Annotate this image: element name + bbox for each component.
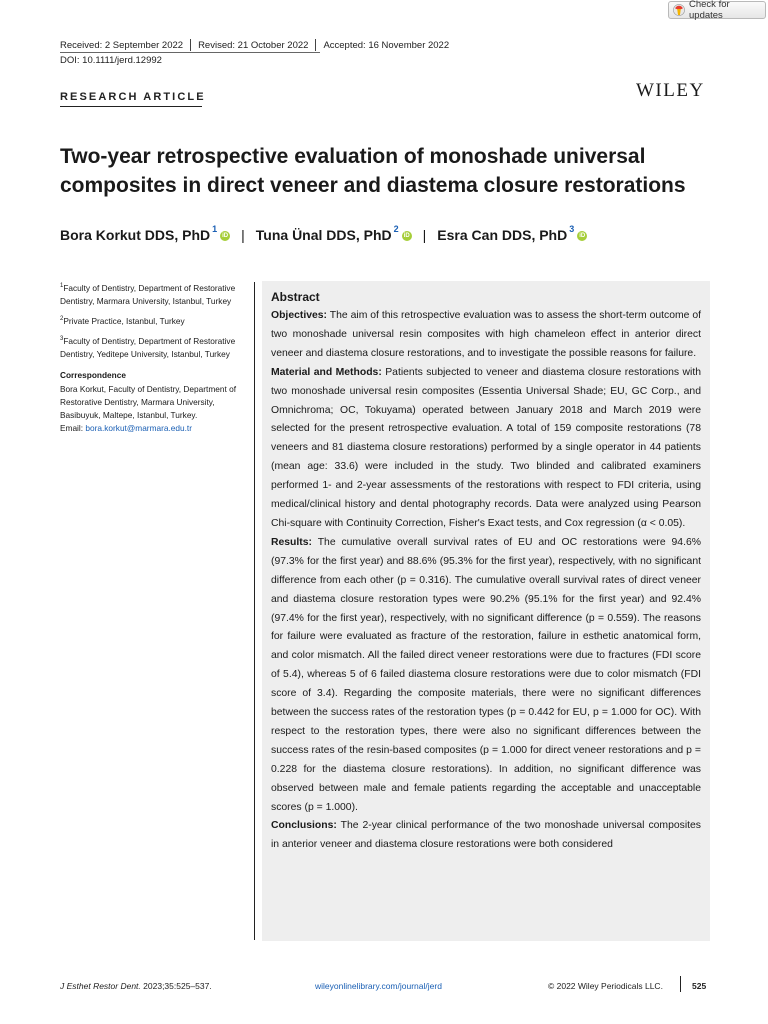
author-separator: |	[422, 227, 427, 243]
check-for-updates-button[interactable]	[668, 1, 766, 19]
affiliation: $^2$Private Practice, Istanbul, Turkey	[60, 315, 185, 326]
abstract	[271, 288, 701, 855]
history-dates	[60, 39, 449, 51]
date-divider	[190, 39, 191, 51]
footer-citation: J Esthet Restor Dent. 2023;35:525–537.	[60, 981, 212, 991]
orcid-icon[interactable]: iD	[403, 233, 410, 239]
footer-divider	[680, 976, 681, 992]
correspondence-heading: Correspondence	[60, 370, 126, 381]
affiliations	[60, 280, 250, 435]
author-name[interactable]: Esra Can DDS, PhD	[437, 227, 568, 243]
correspondence-email: Email: bora.korkut@marmara.edu.tr	[60, 423, 192, 434]
abstract-objectives: Objectives: The aim of this retrospective evaluation was to assess the short-term outcome of two monoshade universal resin composites with high chameleon effect in anterior direct veneer and diastema closure restorations, and to investigate the possible reasons for failure.	[271, 310, 702, 359]
orcid-icon[interactable]: iD	[222, 233, 229, 239]
author-affiliation-ref[interactable]: 3	[569, 224, 575, 234]
author-separator: |	[241, 227, 245, 243]
author-affiliation-ref[interactable]: 2	[393, 224, 399, 234]
email-link[interactable]: bora.korkut@marmara.edu.tr	[85, 423, 192, 434]
doi: DOI: 10.1111/jerd.12992	[60, 55, 162, 66]
correspondence-address: Bora Korkut, Faculty of Dentistry, Department of Restorative Dentistry, Marmara University, Basibuyuk, Maltepe, Istanbul, Turkey.	[60, 383, 236, 420]
date-divider	[315, 39, 316, 51]
orcid-icon[interactable]: iD	[579, 233, 586, 239]
column-divider	[254, 282, 255, 940]
publisher-logo: WILEY	[636, 80, 705, 101]
revised-date: Revised: 21 October 2022	[198, 39, 309, 51]
author-name[interactable]: Bora Korkut DDS, PhD	[60, 227, 211, 243]
footer-copyright: © 2022 Wiley Periodicals LLC.	[548, 981, 663, 991]
check-for-updates-label: Check for updates	[689, 0, 730, 21]
abstract-results: Results: The cumulative overall survival rates of EU and OC restorations were 94.6% (97.3% for the first year) and 88.6% (95.3% for the first year), respectively, with no significant difference from each other (p = 0.316). The cumulative overall survival rates of direct veneer and diastema closure restoration types were 90.2% (95.1% for the first year) and 92.4% (97.4% for the first year), respectively, with no significant difference (p = 0.559). The reasons for failure were evaluated as fracture of the restoration, failure in esthetic anatomical form, and color mismatch. All the failed direct veneer restorations were due to fractures (FDI score of 5.4), whereas 5 of 6 failed diastema closure restorations were due to color mismatch (FDI score of 3.4). Regarding the composite materials, there were no significant differences between the success rates of the restoration types (p = 0.442 for EU, p = 1.000 for OC). With respect to the restoration types, there were also no significant differences between the success rates of the resin-based composites (p = 1.000 for direct veneer restorations and p = 0.228 for the diastema closure restorations). In addition, no significant difference was observed between male and female patients regarding the acceptable and unacceptable scores (p = 1.000).	[271, 536, 701, 813]
abstract-methods: Material and Methods: Patients subjected to veneer and diastema closure restorations with two monoshade universal resin composites (Essentia Universal Shade; EU, GC Corp., and Omnichroma; OC, Tokuyama) operated between January 2018 and March 2019 were selected for the present retrospective evaluation. A total of 159 composite restorations (78 veneers and 81 diastema closure restorations) performed by a single operator in 44 patients (mean age: 33.6) were included in the study. Two blinded and calibrated examiners performed 1- and 2-year assessments of the restorations with respect to FDI criteria, using medical/clinical history and dental photography records. Data were analyzed using Pearson Chi-square with Continuity Correction, Fisher's Exact tests, and Cox regression (α < 0.05).	[271, 366, 701, 529]
author-name[interactable]: Tuna Ünal DDS, PhD	[255, 227, 392, 243]
received-date: Received: 2 September 2022	[60, 39, 184, 51]
author-affiliation-ref[interactable]: 1	[212, 224, 218, 234]
abstract-heading: Abstract	[271, 290, 320, 304]
author-list	[60, 224, 587, 243]
abstract-conclusions: Conclusions: The 2-year clinical performance of the two monoshade universal composites in anterior veneer and diastema closure restorations were both considered	[271, 820, 701, 851]
page-number: 525	[692, 981, 707, 991]
article-type: RESEARCH ARTICLE	[60, 91, 206, 103]
footer-journal-link[interactable]: wileyonlinelibrary.com/journal/jerd	[315, 981, 442, 991]
affiliation: $^1$Faculty of Dentistry, Department of Restorative Dentistry, Marmara University, Istanbul, Turkey	[60, 282, 236, 306]
crossmark-icon	[673, 4, 685, 16]
article-type-underline	[60, 106, 202, 107]
affiliation: $^3$Faculty of Dentistry, Department of Restorative Dentistry, Yeditepe University, Istanbul, Turkey	[60, 335, 236, 360]
doi-divider	[60, 52, 320, 53]
accepted-date: Accepted: 16 November 2022	[323, 39, 450, 51]
article-title: Two-year retrospective evaluation of monoshade universal composites in direct veneer and diastema closure restorations	[60, 145, 686, 197]
